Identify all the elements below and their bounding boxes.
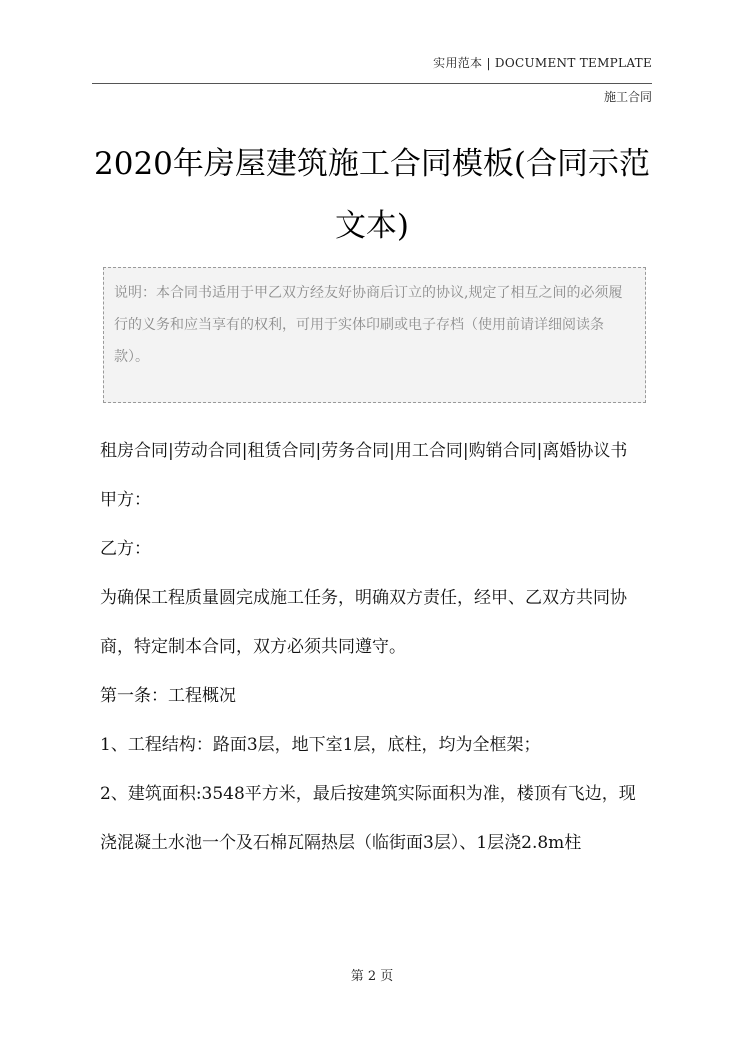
document-body: [100, 427, 652, 868]
intro-paragraph: 为确保工程质量圆完成施工任务，明确双方责任，经甲、乙双方共同协商，特定制本合同，双方必须共同遵守。: [100, 588, 627, 657]
article-1-item-2: 2、建筑面积:3548平方米，最后按建筑实际面积为准，楼顶有飞边，现浇混凝土水池一个及石棉瓦隔热层（临街面3层）、1层浇2.8m柱: [100, 784, 636, 853]
page-number: 第 2 页: [350, 969, 394, 984]
header-document-template-label: 实用范本 | DOCUMENT TEMPLATE: [433, 56, 652, 70]
description-note-text: 说明：本合同书适用于甲乙双方经友好协商后订立的协议,规定了相互之间的必须履行的义务和应当享有的权利，可用于实体印刷或电子存档（使用前请详细阅读条款）。: [114, 285, 623, 365]
header-divider: [92, 83, 652, 84]
description-note-box: [103, 267, 646, 403]
header-category-label: 施工合同: [603, 90, 652, 104]
party-b-line: 乙方：: [100, 539, 151, 559]
document-title: 2020年房屋建筑施工合同模板(合同示范文本): [94, 146, 650, 244]
article-1-heading: 第一条：工程概况: [100, 686, 236, 706]
party-a-line: 甲方：: [100, 490, 151, 510]
contract-categories-line: 租房合同|劳动合同|租赁合同|劳务合同|用工合同|购销合同|离婚协议书: [100, 441, 628, 461]
article-1-item-1: 1、工程结构：路面3层，地下室1层，底柱，均为全框架；: [100, 735, 541, 755]
